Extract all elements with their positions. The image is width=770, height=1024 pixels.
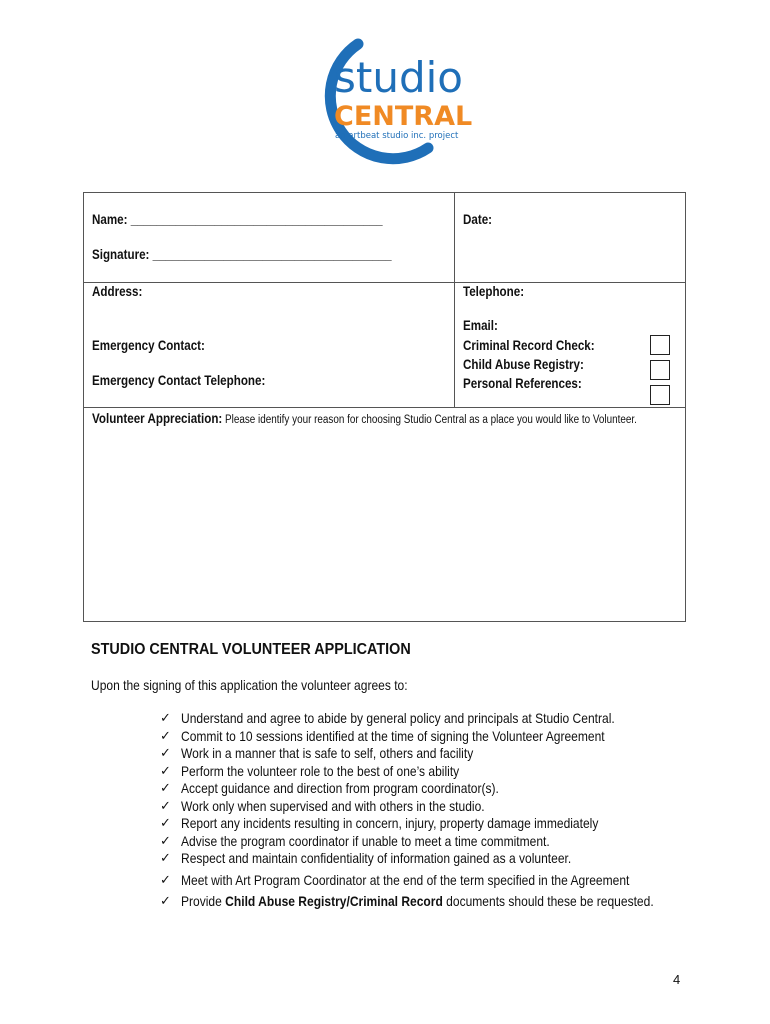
check-icon: ✓ [160,816,171,831]
last-item-prefix: Provide [181,893,226,909]
studio-central-logo [300,38,475,168]
telephone-field[interactable]: Telephone: [463,284,525,299]
signature-field[interactable]: Signature: _____________________________________ [92,247,392,262]
list-item-text: Report any incidents resulting in concern, injury, property damage immediately [181,815,599,831]
appreciation-label: Volunteer Appreciation: [92,411,223,426]
email-field[interactable]: Email: [463,318,498,333]
check-icon: ✓ [160,781,171,796]
page-number: 4 [673,972,681,987]
logo-word-central: CENTRAL [334,101,473,132]
date-field[interactable]: Date: [463,212,493,227]
list-item-text: Work in a manner that is safe to self, others and facility [181,745,474,761]
list-item-text: Advise the program coordinator if unable to meet a time commitment. [181,832,550,849]
volunteer-info-form [83,192,686,622]
list-item-text: Work only when supervised and with others in the studio. [181,797,485,814]
address-field[interactable]: Address: [92,284,143,299]
check-icon: ✓ [160,833,171,849]
check-icon: ✓ [160,872,171,888]
check-icon: ✓ [160,746,171,761]
logo-word-studio: studio [334,53,463,102]
check-icon: ✓ [160,763,171,779]
emergency-telephone-field[interactable]: Emergency Contact Telephone: [92,373,266,388]
appreciation-prompt: Please identify your reason for choosing Studio Central as a place you would like to Volunteer. [222,414,637,426]
logo-tagline: an artbeat studio inc. project [335,131,459,141]
check-icon: ✓ [160,728,171,744]
criminal-record-checkbox[interactable] [650,335,670,355]
check-icon: ✓ [160,711,171,726]
name-field[interactable]: Name: _______________________________________ [92,212,383,227]
check-icon: ✓ [160,851,171,866]
agreement-intro: Upon the signing of this application the volunteer agrees to: [91,677,408,693]
list-item-text [181,893,654,911]
volunteer-appreciation-field[interactable] [92,411,637,426]
list-item-text: Respect and maintain confidentiality of information gained as a volunteer. [181,850,572,866]
criminal-record-check-label: Criminal Record Check: [463,338,595,353]
list-item-text: Accept guidance and direction from program coordinator(s). [181,780,499,796]
check-icon: ✓ [160,798,171,814]
child-abuse-registry-checkbox[interactable] [650,360,670,380]
last-item-suffix: documents should these be requested. [442,893,654,909]
list-item-text: Perform the volunteer role to the best of one’s ability [181,762,460,779]
application-heading: STUDIO CENTRAL VOLUNTEER APPLICATION [91,641,411,658]
list-item-text: Understand and agree to abide by general policy and principals at Studio Central. [181,710,615,726]
check-icon: ✓ [160,894,171,909]
personal-references-checkbox[interactable] [650,385,670,405]
list-item-text: Meet with Art Program Coordinator at the end of the term specified in the Agreement [181,871,630,888]
child-abuse-registry-label: Child Abuse Registry: [463,357,584,372]
personal-references-label: Personal References: [463,376,582,391]
last-item-bold: Child Abuse Registry/Criminal Record [225,893,443,909]
list-item-text: Commit to 10 sessions identified at the time of signing the Volunteer Agreement [181,727,605,744]
emergency-contact-field[interactable]: Emergency Contact: [92,338,205,353]
